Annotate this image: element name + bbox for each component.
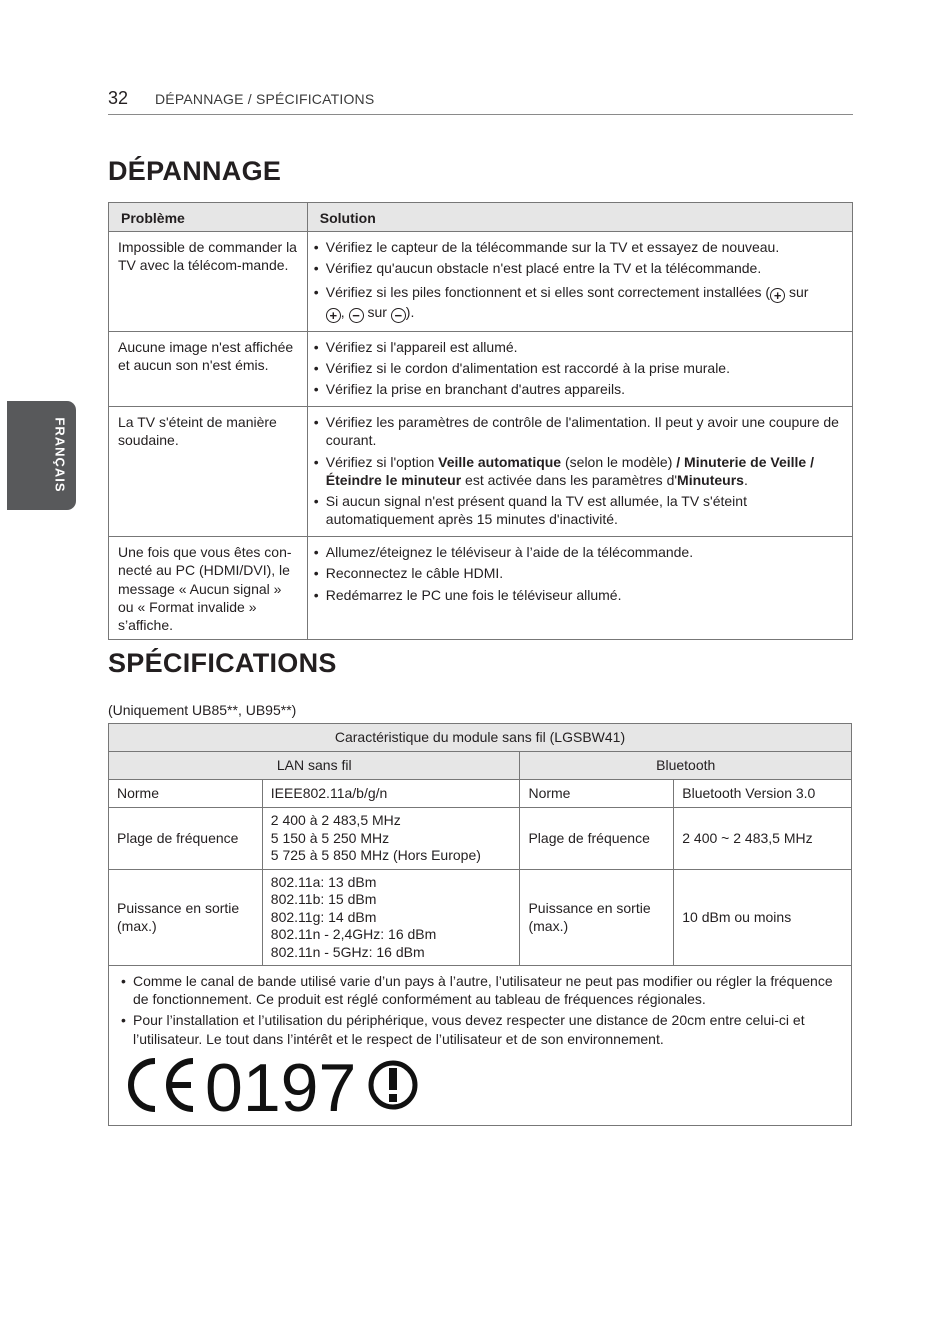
table-title-row <box>109 724 852 752</box>
bt-frequency-value: 2 400 ~ 2 483,5 MHz <box>674 808 852 870</box>
plus-icon: + <box>326 308 341 323</box>
bt-frequency-label: Plage de fréquence <box>520 808 674 870</box>
models-note: (Uniquement UB85**, UB95**) <box>108 702 297 718</box>
notes-row <box>109 966 852 1126</box>
column-header-lan: LAN sans fil <box>109 752 520 780</box>
table-row <box>109 537 853 640</box>
lan-norme-label: Norme <box>109 780 263 808</box>
solution-cell <box>307 407 852 537</box>
list-item: • Si aucun signal n'est présent quand la TV est allumée, la TV s'éteint automatiquement après 15 minutes d'inactivité. <box>314 492 844 528</box>
list-item: • Vérifiez le capteur de la télécommande sur la TV et essayez de nouveau. <box>314 238 844 256</box>
table-row <box>109 780 852 808</box>
column-header-bluetooth: Bluetooth <box>520 752 852 780</box>
wireless-module-spec-table <box>108 723 852 1126</box>
specifications-heading: SPÉCIFICATIONS <box>108 648 337 678</box>
problem-cell: Impossible de commander la TV avec la télécom-mande. <box>109 232 308 331</box>
problem-cell: La TV s'éteint de manière soudaine. <box>109 407 308 537</box>
lan-frequency-label: Plage de fréquence <box>109 808 263 870</box>
language-label: FRANÇAIS <box>52 417 68 493</box>
list-item: • Vérifiez si les piles fonctionnent et si elles sont correctement installées ( + sur + , − sur − ). <box>314 283 844 323</box>
solution-cell <box>307 537 852 640</box>
list-item: • Vérifiez les paramètres de contrôle de l'alimentation. Il peut y avoir une coupure de courant. <box>314 413 844 449</box>
lan-power-value: 802.11a: 13 dBm 802.11b: 15 dBm 802.11g: 14 dBm 802.11n - 2,4GHz: 16 dBm 802.11n - 5GHz: 16 dBm <box>262 869 520 966</box>
list-item: • Vérifiez la prise en branchant d'autres appareils. <box>314 380 844 398</box>
ce-mark-logo <box>121 1051 421 1117</box>
problem-cell: Une fois que vous êtes con-necté au PC (HDMI/DVI), le message « Aucun signal » ou « Format invalide » s’affiche. <box>109 537 308 640</box>
bt-power-value: 10 dBm ou moins <box>674 869 852 966</box>
minus-icon: − <box>349 308 364 323</box>
lan-power-label: Puissance en sortie (max.) <box>109 869 263 966</box>
bt-norme-value: Bluetooth Version 3.0 <box>674 780 852 808</box>
list-item: • Comme le canal de bande utilisé varie d’un pays à l’autre, l’utilisateur ne peut pas modifier ou régler la fréquence de fonctionnement. Ce produit est réglé conformément au tableau de fréquences régionales. <box>121 972 843 1008</box>
table-header-row <box>109 203 853 232</box>
table-row <box>109 331 853 407</box>
notes-cell <box>109 966 852 1126</box>
table-row <box>109 869 852 966</box>
solution-cell <box>307 232 852 331</box>
list-item: • Reconnectez le câble HDMI. <box>314 564 844 582</box>
list-item: • Pour l’installation et l’utilisation du périphérique, vous devez respecter une distance de 20cm entre celui-ci et l’utilisateur. Le tout dans l’intérêt et le respect de l’utilisateur et de son environnement. <box>121 1011 843 1047</box>
bt-norme-label: Norme <box>520 780 674 808</box>
table-row <box>109 808 852 870</box>
table-title: Caractéristique du module sans fil (LGSBW41) <box>109 724 852 752</box>
ce-number: 0197 <box>205 1050 357 1117</box>
lan-frequency-value: 2 400 à 2 483,5 MHz 5 150 à 5 250 MHz 5 725 à 5 850 MHz (Hors Europe) <box>262 808 520 870</box>
problem-cell: Aucune image n'est affichée et aucun son n'est émis. <box>109 331 308 407</box>
column-header-solution: Solution <box>307 203 852 232</box>
minus-icon: − <box>391 308 406 323</box>
list-item: • Vérifiez si l'appareil est allumé. <box>314 338 844 356</box>
list-item: • Allumez/éteignez le téléviseur à l’aide de la télécommande. <box>314 543 844 561</box>
page-header <box>108 86 853 115</box>
column-header-problem: Problème <box>109 203 308 232</box>
list-item: • Redémarrez le PC une fois le téléviseur allumé. <box>314 586 844 604</box>
solution-cell <box>307 331 852 407</box>
list-item: • Vérifiez qu'aucun obstacle n'est placé entre la TV et la télécommande. <box>314 259 844 277</box>
lan-norme-value: IEEE802.11a/b/g/n <box>262 780 520 808</box>
troubleshooting-heading: DÉPANNAGE <box>108 156 282 186</box>
table-row <box>109 407 853 537</box>
table-row <box>109 232 853 331</box>
list-item: • Vérifiez si l'option Veille automatique (selon le modèle) / Minuterie de Veille / Éteindre le minuteur est activée dans les paramètres d'Minuteurs. <box>314 453 844 489</box>
page-number: 32 <box>108 88 129 108</box>
table-header-row <box>109 752 852 780</box>
troubleshooting-table <box>108 202 853 640</box>
language-side-tab <box>7 401 76 510</box>
running-header-title: DÉPANNAGE / SPÉCIFICATIONS <box>155 91 375 107</box>
ce-marking <box>121 1051 843 1117</box>
list-item: • Vérifiez si le cordon d'alimentation est raccordé à la prise murale. <box>314 359 844 377</box>
bt-power-label: Puissance en sortie (max.) <box>520 869 674 966</box>
plus-icon: + <box>770 288 785 303</box>
